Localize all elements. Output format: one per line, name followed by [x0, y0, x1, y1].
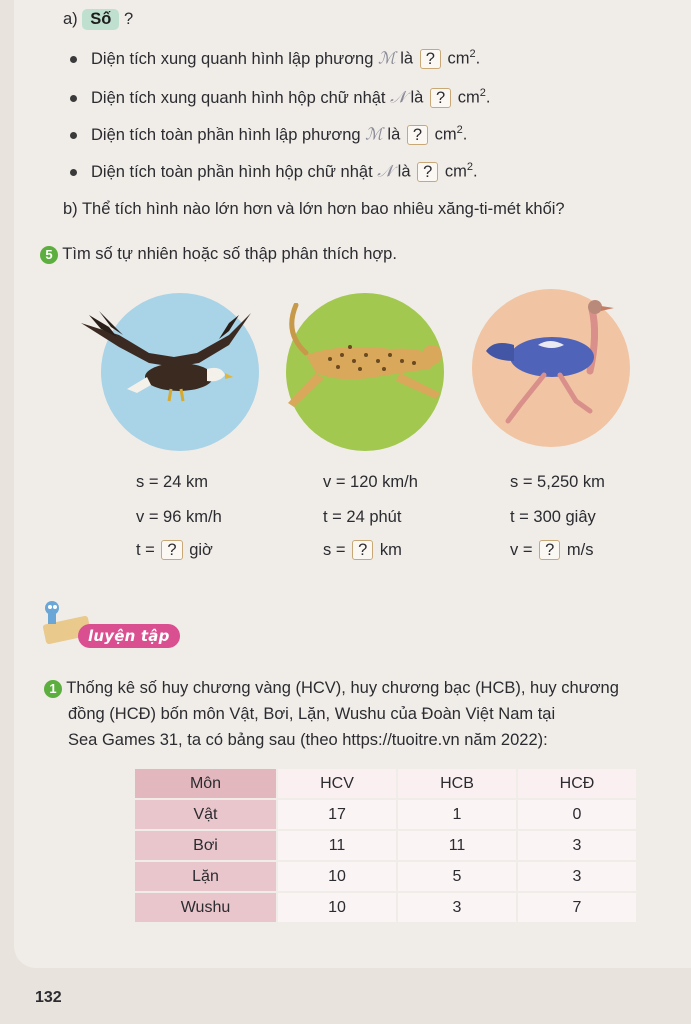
- cheetah-distance: [323, 540, 402, 560]
- period: .: [475, 49, 481, 68]
- part-a-item: [70, 161, 478, 182]
- bullet-icon: [70, 169, 77, 176]
- la-text: là: [387, 125, 401, 144]
- ostrich-icon: [480, 295, 630, 435]
- box-n-symbol: 𝒩: [390, 87, 406, 107]
- sport-cell: Bơi: [135, 831, 276, 860]
- value-cell: 5: [398, 862, 516, 891]
- value-cell: 3: [398, 893, 516, 922]
- item-text: Diện tích toàn phần hình hộp chữ nhật: [91, 162, 373, 181]
- cube-m-symbol: ℳ: [365, 124, 383, 144]
- value-cell: 11: [278, 831, 396, 860]
- ostrich-velocity: [510, 540, 593, 560]
- unit: cm: [457, 88, 480, 107]
- item-text: Diện tích xung quanh hình hộp chữ nhật: [91, 88, 386, 107]
- header-cell: Môn: [135, 769, 276, 798]
- item-text: Diện tích toàn phần hình lập phương: [91, 125, 361, 144]
- sport-cell: Lặn: [135, 862, 276, 891]
- cheetah-time: t = 24 phút: [323, 508, 402, 526]
- value-cell: 10: [278, 893, 396, 922]
- exercise-number-badge: 5: [40, 246, 58, 264]
- value-cell: 3: [518, 862, 636, 891]
- formula-prefix: t =: [136, 541, 155, 559]
- part-a-item: [70, 124, 467, 145]
- formula-unit: km: [379, 541, 402, 559]
- answer-box[interactable]: ?: [161, 540, 182, 560]
- question-mark: ?: [123, 10, 134, 28]
- cheetah-illustration: [286, 293, 444, 451]
- value-cell: 10: [278, 862, 396, 891]
- box-n-symbol: 𝒩: [377, 161, 394, 181]
- eagle-icon: [79, 305, 269, 415]
- table-row: [135, 862, 636, 891]
- table-row: [135, 831, 636, 860]
- header-cell: HCB: [398, 769, 516, 798]
- value-cell: 7: [518, 893, 636, 922]
- medal-table-wrapper: [133, 767, 638, 924]
- unit: cm: [434, 125, 457, 144]
- ostrich-illustration: [472, 289, 630, 447]
- item-text: Diện tích xung quanh hình lập phương: [91, 49, 374, 68]
- answer-box[interactable]: ?: [352, 540, 373, 560]
- value-cell: 1: [398, 800, 516, 829]
- unit: cm: [447, 49, 470, 68]
- eagle-distance: s = 24 km: [136, 473, 208, 491]
- table-header-row: [135, 769, 636, 798]
- page-number: 132: [35, 989, 62, 1006]
- answer-box[interactable]: ?: [539, 540, 560, 560]
- unit-exponent: 2: [456, 124, 463, 136]
- table-row: [135, 800, 636, 829]
- part-a-header: [63, 9, 133, 30]
- luyen-tap-banner: [38, 598, 198, 648]
- unit-exponent: 2: [466, 161, 474, 173]
- la-text: là: [400, 49, 414, 68]
- formula-unit: m/s: [566, 541, 594, 559]
- la-text: là: [397, 162, 411, 181]
- table-row: [135, 893, 636, 922]
- part-b-question: b) Thể tích hình nào lớn hơn và lớn hơn bao nhiêu xăng-ti-mét khối?: [63, 200, 565, 218]
- unit-exponent: 2: [479, 87, 486, 99]
- value-cell: 3: [518, 831, 636, 860]
- sport-cell: Wushu: [135, 893, 276, 922]
- formula-prefix: s =: [323, 541, 346, 559]
- so-label: Số: [82, 9, 119, 30]
- period: .: [462, 125, 468, 144]
- formula-unit: giờ: [189, 541, 213, 559]
- eagle-velocity: v = 96 km/h: [136, 508, 222, 526]
- value-cell: 11: [398, 831, 516, 860]
- ostrich-time: t = 300 giây: [510, 508, 596, 526]
- unit-exponent: 2: [469, 48, 476, 60]
- bullet-icon: [70, 95, 77, 102]
- value-cell: 17: [278, 800, 396, 829]
- cheetah-velocity: v = 120 km/h: [323, 473, 418, 491]
- exercise-1-line-2: đồng (HCĐ) bốn môn Vật, Bơi, Lặn, Wushu của Đoàn Việt Nam tại: [68, 705, 556, 723]
- header-cell: HCĐ: [518, 769, 636, 798]
- exercise-1-line-3: Sea Games 31, ta có bảng sau (theo https://tuoitre.vn năm 2022):: [68, 731, 548, 749]
- answer-box[interactable]: ?: [417, 162, 438, 182]
- exercise-1-text: Thống kê số huy chương vàng (HCV), huy chương bạc (HCB), huy chương: [66, 679, 619, 697]
- answer-box[interactable]: ?: [407, 125, 428, 145]
- medal-table: [133, 767, 638, 924]
- value-cell: 0: [518, 800, 636, 829]
- unit: cm: [444, 162, 467, 181]
- exercise-number-badge: 1: [44, 680, 62, 698]
- part-a-item: [70, 48, 480, 69]
- period: .: [473, 162, 478, 181]
- period: .: [485, 88, 491, 107]
- eagle-illustration: [101, 293, 259, 451]
- la-text: là: [410, 88, 424, 107]
- ostrich-distance: s = 5,250 km: [510, 473, 605, 491]
- bullet-icon: [70, 132, 77, 139]
- bullet-icon: [70, 56, 77, 63]
- answer-box[interactable]: ?: [420, 49, 441, 69]
- cheetah-icon: [280, 303, 460, 433]
- eagle-time: [136, 540, 213, 560]
- part-a-item: [70, 87, 490, 108]
- exercise-5-title: [40, 245, 397, 264]
- sport-cell: Vật: [135, 800, 276, 829]
- luyen-tap-label: luyện tập: [78, 624, 180, 648]
- answer-box[interactable]: ?: [430, 88, 451, 108]
- header-cell: HCV: [278, 769, 396, 798]
- cube-m-symbol: ℳ: [378, 48, 396, 68]
- exercise-5-instruction: Tìm số tự nhiên hoặc số thập phân thích hợp.: [62, 245, 397, 263]
- exercise-1-line-1: [44, 679, 619, 698]
- part-a-label: a): [63, 10, 78, 28]
- formula-prefix: v =: [510, 541, 533, 559]
